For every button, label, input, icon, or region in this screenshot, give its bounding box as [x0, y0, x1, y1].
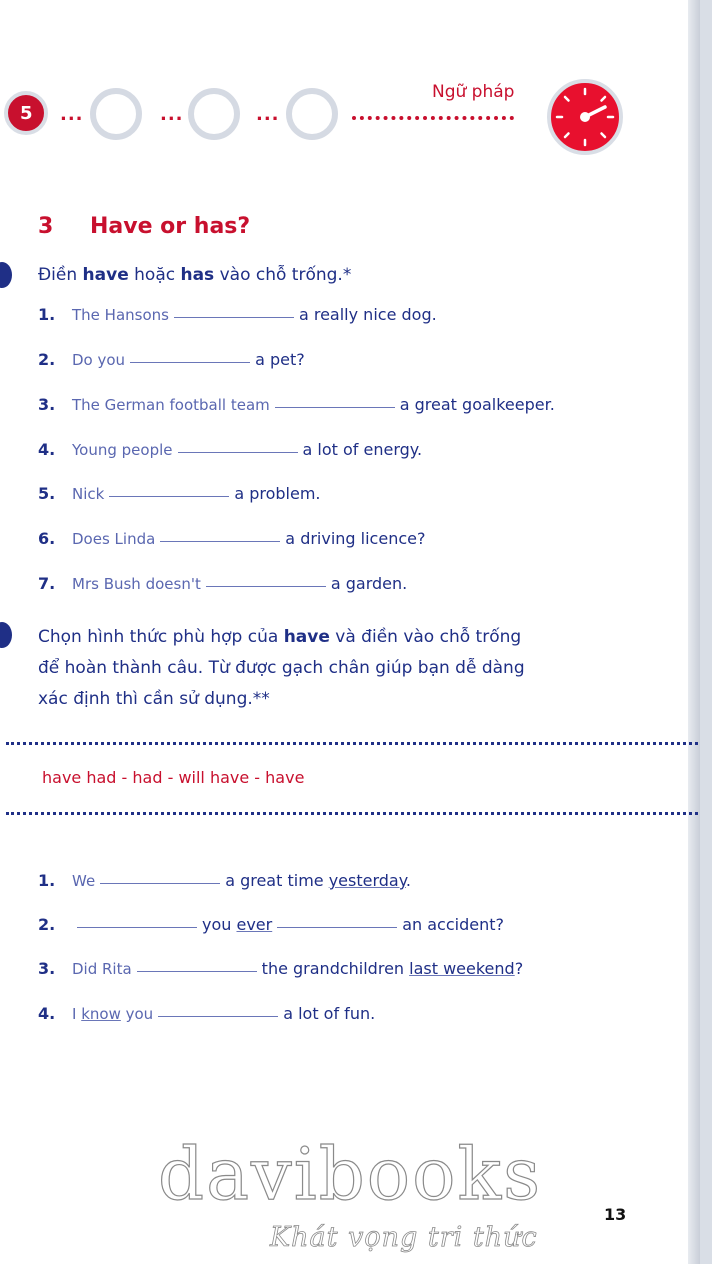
item-number: 3. — [38, 959, 56, 978]
progress-ring-3 — [286, 88, 338, 140]
header-dotted-line — [352, 116, 514, 120]
item-number: 7. — [38, 574, 56, 593]
item-text: a really nice dog. — [298, 305, 437, 324]
answer-blank[interactable] — [130, 361, 250, 363]
item-prompt: Did Rita — [72, 960, 132, 978]
answer-blank[interactable] — [275, 406, 395, 408]
exercise-2-item — [38, 1004, 375, 1028]
answer-blank[interactable] — [109, 495, 229, 497]
item-prompt: The German football team — [72, 396, 270, 414]
item-time-marker: yesterday — [328, 871, 406, 890]
answer-blank[interactable] — [277, 926, 397, 928]
section-badge-number: 5 — [20, 103, 33, 124]
answer-blank[interactable] — [158, 1015, 278, 1017]
exercise-1-item — [38, 574, 407, 598]
dots-separator: ... — [60, 104, 84, 125]
answer-blank[interactable] — [160, 540, 280, 542]
instruction-text: và điền vào chỗ trống — [329, 627, 522, 647]
exercise-1-item — [38, 440, 422, 464]
item-prompt: Does Linda — [72, 530, 156, 548]
item-time-marker: know — [81, 1005, 121, 1023]
item-prompt: I — [72, 1005, 82, 1023]
progress-ring-2 — [188, 88, 240, 140]
answer-blank[interactable] — [100, 882, 220, 884]
item-text: a driving licence? — [285, 529, 426, 548]
dots-separator: ... — [256, 104, 280, 125]
item-number: 2. — [38, 350, 56, 369]
exercise-bullet — [0, 622, 12, 648]
item-number: 6. — [38, 529, 56, 548]
exercise-2-item — [38, 871, 411, 895]
section-number: 3 — [38, 214, 54, 239]
item-text: the grandchildren — [261, 959, 410, 978]
instruction-keyword: has — [180, 265, 215, 285]
item-text: a great goalkeeper. — [399, 395, 555, 414]
item-number: 3. — [38, 395, 56, 414]
section-title: Have or has? — [90, 214, 251, 239]
clock-icon — [547, 79, 623, 155]
exercise-1-instruction — [38, 260, 351, 291]
item-prompt: Mrs Bush doesn't — [72, 575, 201, 593]
exercise-1-item — [38, 350, 305, 374]
item-text: . — [405, 871, 412, 890]
item-text: ? — [514, 959, 524, 978]
item-text: a great time — [225, 871, 329, 890]
item-number: 5. — [38, 484, 56, 503]
item-text: a lot of energy. — [302, 440, 423, 459]
exercise-2-item — [38, 959, 523, 983]
answer-blank[interactable] — [174, 316, 294, 318]
answer-blank[interactable] — [77, 926, 197, 928]
word-bank: have had - had - will have - have — [42, 768, 305, 787]
page-binding-edge — [688, 0, 700, 1264]
exercise-1-item — [38, 484, 321, 508]
exercise-2-item — [38, 915, 504, 939]
section-badge — [4, 91, 48, 135]
item-time-marker: ever — [236, 915, 273, 934]
item-text: you — [202, 915, 237, 934]
item-prompt: Nick — [72, 485, 105, 503]
instruction-keyword: have — [283, 627, 330, 647]
publisher-tagline: Khát vọng tri thức — [270, 1222, 538, 1253]
instruction-keyword: have — [82, 265, 129, 285]
section-label: Ngữ pháp — [432, 82, 515, 102]
item-time-marker: last weekend — [409, 959, 515, 978]
page-title — [38, 214, 250, 239]
item-text: a lot of fun. — [283, 1004, 376, 1023]
answer-blank[interactable] — [137, 970, 257, 972]
item-prompt: Do you — [72, 351, 126, 369]
item-number: 4. — [38, 440, 56, 459]
item-prompt: We — [72, 872, 96, 890]
item-text: a pet? — [255, 350, 305, 369]
exercise-1-item — [38, 395, 555, 419]
item-number: 1. — [38, 305, 56, 324]
item-text: a garden. — [330, 574, 408, 593]
item-number: 2. — [38, 915, 56, 934]
instruction-text: xác định thì cần sử dụng.** — [38, 689, 270, 709]
publisher-watermark: davibooks — [158, 1132, 543, 1216]
item-text: an accident? — [402, 915, 504, 934]
instruction-text: để hoàn thành câu. Từ được gạch chân giúp bạn dễ dàng — [38, 658, 525, 678]
item-text: a problem. — [234, 484, 321, 503]
item-number: 1. — [38, 871, 56, 890]
dots-separator: ... — [160, 104, 184, 125]
progress-ring-1 — [90, 88, 142, 140]
exercise-1-item — [38, 529, 425, 553]
dotted-divider — [6, 742, 700, 745]
exercise-2-instruction — [38, 622, 525, 715]
instruction-text: Điền — [38, 265, 83, 285]
item-prompt: The Hansons — [72, 306, 169, 324]
item-prompt: Young people — [72, 441, 173, 459]
page-number: 13 — [604, 1205, 627, 1224]
exercise-bullet — [0, 262, 12, 288]
instruction-text: hoặc — [128, 265, 181, 285]
instruction-text: vào chỗ trống.* — [214, 265, 352, 285]
dotted-divider — [6, 812, 700, 815]
instruction-text: Chọn hình thức phù hợp của — [38, 627, 284, 647]
exercise-1-item — [38, 305, 437, 329]
item-number: 4. — [38, 1004, 56, 1023]
answer-blank[interactable] — [206, 585, 326, 587]
item-prompt: you — [120, 1005, 154, 1023]
answer-blank[interactable] — [178, 451, 298, 453]
